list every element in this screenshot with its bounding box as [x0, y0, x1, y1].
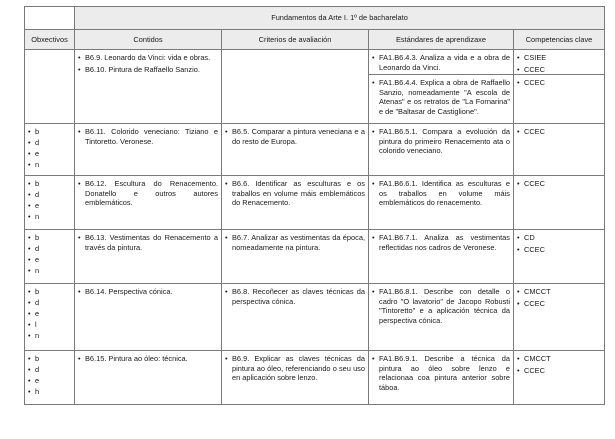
competencia-item: • CMCCT: [517, 354, 601, 364]
competencia-item: • CCEC: [517, 65, 601, 75]
objectivo-item: • e: [28, 148, 71, 159]
cell-objectivos: [25, 230, 75, 284]
competencia-item-list: [517, 53, 601, 74]
competencias-block: [517, 127, 601, 137]
objectivo-item-list: [28, 286, 71, 341]
cell-objectivos: [25, 284, 75, 351]
criterio-item: • B6.6. Identificar as esculturas e os traballos en volume máis emblemáticos do Renacemento.: [225, 179, 365, 208]
estandar-item: • FA1.B6.7.1. Analiza as vestimentas reflectidas nos cadros de Veronese.: [372, 233, 510, 252]
estandar-block: [372, 179, 510, 208]
estandar-list: [372, 354, 510, 392]
contido-item: • B6.13. Vestimentas do Renacemento a través da pintura.: [78, 233, 218, 252]
contido-item-list: [78, 179, 218, 208]
cell-criterios: [222, 176, 369, 230]
objectivo-item: • b: [28, 178, 71, 189]
curriculum-table: [24, 6, 605, 405]
contido-item: • B6.14. Perspectiva cónica.: [78, 287, 218, 297]
objectivo-item: • n: [28, 159, 71, 170]
objectivo-item: • l: [28, 319, 71, 330]
criterio-item: • B6.8. Recoñecer as claves técnicas da perspectiva cónica.: [225, 287, 365, 306]
estandar-list: [372, 233, 510, 252]
objectivo-item: • b: [28, 286, 71, 297]
contido-item: • B6.9. Leonardo da Vinci: vida e obras.: [78, 53, 218, 63]
competencia-item: • CCEC: [517, 299, 601, 309]
objectivo-item: • d: [28, 137, 71, 148]
table-row: [25, 124, 605, 176]
contido-item-list: [78, 287, 218, 297]
objectivo-item: • d: [28, 243, 71, 254]
objectivo-item: • h: [28, 386, 71, 397]
table-row: [25, 50, 605, 124]
estandar-list: [372, 127, 510, 156]
header-estandares: Estándares de aprendizaxe: [369, 30, 514, 50]
competencia-item: • CCEC: [517, 179, 601, 189]
competencia-item: • CMCCT: [517, 287, 601, 297]
competencia-item-list: [517, 233, 601, 254]
cell-contidos: [75, 284, 222, 351]
criterio-item: • B6.5. Comparar a pintura veneciana e a do resto de Europa.: [225, 127, 365, 146]
objectivo-item: • n: [28, 211, 71, 222]
criterio-item: • B6.9. Explicar as claves técnicas da pintura ao óleo, referenciando o seu uso en aplicación sobre lenzo.: [225, 354, 365, 383]
table-row: [25, 230, 605, 284]
header-contidos: Contidos: [75, 30, 222, 50]
estandar-block: [369, 74, 513, 116]
estandar-block: [372, 53, 510, 72]
cell-estandares: [369, 284, 514, 351]
cell-estandares: [369, 124, 514, 176]
cell-contidos: [75, 230, 222, 284]
contido-item: • B6.10. Pintura de Raffaello Sanzio.: [78, 65, 218, 75]
cell-contidos: [75, 176, 222, 230]
cell-estandares: [369, 50, 514, 124]
competencia-item: • CSIEE: [517, 53, 601, 63]
objectivo-item: • b: [28, 232, 71, 243]
cell-objectivos: [25, 50, 75, 124]
competencia-item-list: [517, 127, 601, 137]
objectivo-item: • d: [28, 297, 71, 308]
estandar-item: • FA1.B6.8.1. Describe con detalle o cadro "O lavatorio" de Jacopo Robusti "Tintoretto" e a aplicación técnica da perspectiva cónica.: [372, 287, 510, 325]
competencia-item: • CD: [517, 233, 601, 243]
cell-competencias: [514, 351, 605, 405]
criterio-item-list: [225, 287, 365, 306]
estandar-list: [372, 53, 510, 72]
estandar-block: [372, 354, 510, 392]
table-row: [25, 284, 605, 351]
cell-criterios: [222, 351, 369, 405]
competencia-item-list: [517, 179, 601, 189]
cell-contidos: [75, 124, 222, 176]
competencia-item: • CCEC: [517, 366, 601, 376]
criterio-item-list: [225, 233, 365, 252]
objectivo-item: • e: [28, 200, 71, 211]
cell-criterios: [222, 284, 369, 351]
table-row: [25, 351, 605, 405]
objectivo-item: • d: [28, 364, 71, 375]
table-title-row: [25, 7, 605, 30]
cell-competencias: [514, 50, 605, 124]
cell-contidos: [75, 351, 222, 405]
competencia-item-list: [517, 354, 601, 375]
estandar-block: [372, 233, 510, 252]
estandar-list: [372, 179, 510, 208]
contido-item-list: [78, 127, 218, 146]
criterio-item: • B6.7. Analizar as vestimentas da época, nomeadamente na pintura.: [225, 233, 365, 252]
competencia-item-list: [517, 78, 601, 88]
table-row: [25, 176, 605, 230]
contido-item: • B6.15. Pintura ao óleo: técnica.: [78, 354, 218, 364]
estandar-list: [372, 287, 510, 325]
estandar-item: • FA1.B6.9.1. Describe a técnica da pintura ao óleo sobre lenzo e relacionaa coa pintura anterior sobre táboa.: [372, 354, 510, 392]
estandar-block: [372, 287, 510, 325]
cell-competencias: [514, 284, 605, 351]
cell-estandares: [369, 176, 514, 230]
competencias-block: [517, 354, 601, 375]
contido-item-list: [78, 233, 218, 252]
cell-criterios: [222, 50, 369, 124]
contido-item: • B6.12. Escultura do Renacemento. Donatello e outros autores emblemáticos.: [78, 179, 218, 208]
table-header-row: [25, 30, 605, 50]
objectivo-item: • e: [28, 375, 71, 386]
objectivo-item-list: [28, 178, 71, 222]
criterio-item-list: [225, 354, 365, 383]
objectivo-item: • b: [28, 126, 71, 137]
objectivo-item-list: [28, 232, 71, 276]
cell-criterios: [222, 124, 369, 176]
cell-objectivos: [25, 351, 75, 405]
objectivo-item-list: [28, 126, 71, 170]
competencia-item-list: [517, 287, 601, 308]
cell-competencias: [514, 124, 605, 176]
objectivo-item: • b: [28, 353, 71, 364]
objectivo-item: • e: [28, 254, 71, 265]
objectivo-item-list: [28, 353, 71, 397]
competencias-block: [517, 53, 601, 72]
estandar-item: • FA1.B6.5.1. Compara a evolución da pintura do primeiro Renacemento ata o colorido veneciano.: [372, 127, 510, 156]
competencias-block: [517, 179, 601, 189]
criterio-item-list: [225, 127, 365, 146]
competencias-block: [517, 233, 601, 254]
objectivo-item: • d: [28, 189, 71, 200]
cell-objectivos: [25, 176, 75, 230]
cell-estandares: [369, 351, 514, 405]
estandar-item: • FA1.B6.6.1. Identifica as esculturas e os traballos en volume máis emblemáticos do renacemento.: [372, 179, 510, 208]
header-competencias: Competencias clave: [514, 30, 605, 50]
estandar-item: • FA1.B6.4.3. Analiza a vida e a obra de Leonardo da Vinci.: [372, 53, 510, 72]
competencias-block: [517, 287, 601, 308]
objectivo-item: • n: [28, 330, 71, 341]
competencia-item: • CCEC: [517, 78, 601, 88]
contido-item-list: [78, 53, 218, 74]
objectivo-item: • e: [28, 308, 71, 319]
header-objectivos: Obxectivos: [25, 30, 75, 50]
objectivo-item: • n: [28, 265, 71, 276]
empty-corner-cell: [25, 7, 75, 30]
cell-competencias: [514, 230, 605, 284]
estandar-list: [372, 78, 510, 116]
cell-estandares: [369, 230, 514, 284]
competencias-block: [514, 74, 604, 88]
competencia-item: • CCEC: [517, 245, 601, 255]
cell-competencias: [514, 176, 605, 230]
table-title: Fundamentos da Arte I. 1º de bacharelato: [75, 7, 605, 30]
estandar-block: [372, 127, 510, 156]
competencia-item: • CCEC: [517, 127, 601, 137]
estandar-item: • FA1.B6.4.4. Explica a obra de Raffaello Sanzio, nomeadamente "A escola de Atenas" e os retratos de "La Fornarina" e de "Baltasar de Castiglione".: [372, 78, 510, 116]
cell-objectivos: [25, 124, 75, 176]
contido-item-list: [78, 354, 218, 364]
header-criterios: Criterios de avaliación: [222, 30, 369, 50]
criterio-item-list: [225, 179, 365, 208]
cell-criterios: [222, 230, 369, 284]
contido-item: • B6.11. Colorido veneciano: Tiziano e Tintoretto. Veronese.: [78, 127, 218, 146]
cell-contidos: [75, 50, 222, 124]
